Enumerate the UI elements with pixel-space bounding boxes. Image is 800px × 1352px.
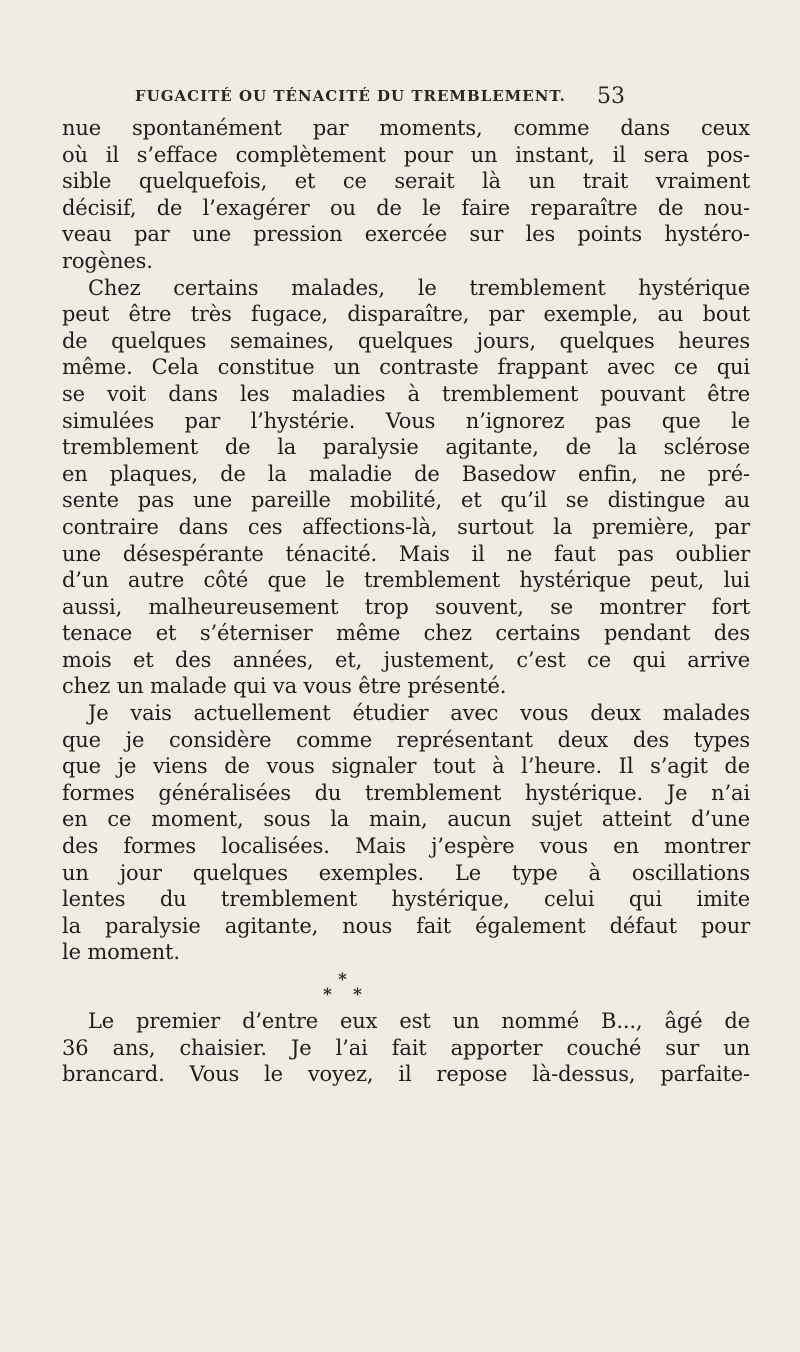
text-line: contraire dans ces affections-là, surtout la première, par xyxy=(62,514,750,539)
text-line: tremblement de la paralysie agitante, de la sclérose xyxy=(62,435,750,460)
text-line: chez un malade qui va vous être présenté. xyxy=(62,674,507,699)
text-line: nue spontanément par moments, comme dans ceux xyxy=(62,116,750,140)
text-line: Je vais actuellement étudier avec vous deux malades xyxy=(88,701,750,726)
body-text xyxy=(62,115,750,1088)
paragraph-3 xyxy=(62,700,750,966)
text-line: d’un autre côté que le tremblement hystérique peut, lui xyxy=(62,568,750,593)
paragraph-4 xyxy=(62,1008,750,1088)
paragraph-2 xyxy=(62,275,750,701)
text-line: Le premier d’entre eux est un nommé B..., âgé de xyxy=(88,1009,750,1033)
text-line: où il s’efface complètement pour un instant, il sera pos- xyxy=(62,142,750,167)
text-line: lentes du tremblement hystérique, celui qui imite xyxy=(62,887,750,912)
text-line: un jour quelques exemples. Le type à oscillations xyxy=(62,860,750,885)
text-line: simulées par l’hystérie. Vous n’ignorez pas que le xyxy=(62,408,750,433)
text-line: aussi, malheureusement trop souvent, se montrer fort xyxy=(62,594,750,619)
section-separator xyxy=(62,970,750,1008)
text-line: que je considère comme représentant deux des types xyxy=(62,727,750,752)
text-line: en plaques, de la maladie de Basedow enfin, ne pré- xyxy=(62,461,750,486)
text-line: de quelques semaines, quelques jours, quelques heures xyxy=(62,328,750,353)
text-line: des formes localisées. Mais j’espère vous en montrer xyxy=(62,834,750,859)
text-line: le moment. xyxy=(62,940,180,965)
separator-star: * xyxy=(353,985,362,1005)
text-line: 36 ans, chaisier. Je l’ai fait apporter couché sur un xyxy=(62,1035,750,1060)
separator-star: * xyxy=(323,985,332,1005)
text-line: décisif, de l’exagérer ou de le faire reparaître de nou- xyxy=(62,195,750,220)
text-line: que je viens de vous signaler tout à l’heure. Il s’agit de xyxy=(62,754,750,779)
text-line: sible quelquefois, et ce serait là un trait vraiment xyxy=(62,169,750,194)
running-title: FUGACITÉ OU TÉNACITÉ DU TREMBLEMENT. xyxy=(135,87,566,105)
text-line: se voit dans les maladies à tremblement pouvant être xyxy=(62,381,750,406)
text-line: brancard. Vous le voyez, il repose là-dessus, parfaite- xyxy=(62,1062,750,1087)
text-line: tenace et s’éterniser même chez certains pendant des xyxy=(62,621,750,646)
text-line: formes généralisées du tremblement hystérique. Je n’ai xyxy=(62,780,750,805)
text-line: sente pas une pareille mobilité, et qu’il se distingue au xyxy=(62,488,750,513)
running-head xyxy=(135,84,625,111)
text-line: peut être très fugace, disparaître, par exemple, au bout xyxy=(62,302,750,327)
text-line: mois et des années, et, justement, c’est ce qui arrive xyxy=(62,647,750,672)
text-line: une désespérante ténacité. Mais il ne faut pas oublier xyxy=(62,541,750,566)
page-number: 53 xyxy=(597,84,625,109)
separator-star: * xyxy=(338,970,347,990)
text-line: Chez certains malades, le tremblement hystérique xyxy=(88,275,750,300)
text-line: la paralysie agitante, nous fait également défaut pour xyxy=(62,913,750,938)
paragraph-1 xyxy=(62,115,750,275)
text-line: en ce moment, sous la main, aucun sujet atteint d’une xyxy=(62,807,750,832)
text-line: rogènes. xyxy=(62,248,153,273)
text-line: veau par une pression exercée sur les points hystéro- xyxy=(62,222,750,247)
text-line: même. Cela constitue un contraste frappant avec ce qui xyxy=(62,355,750,380)
